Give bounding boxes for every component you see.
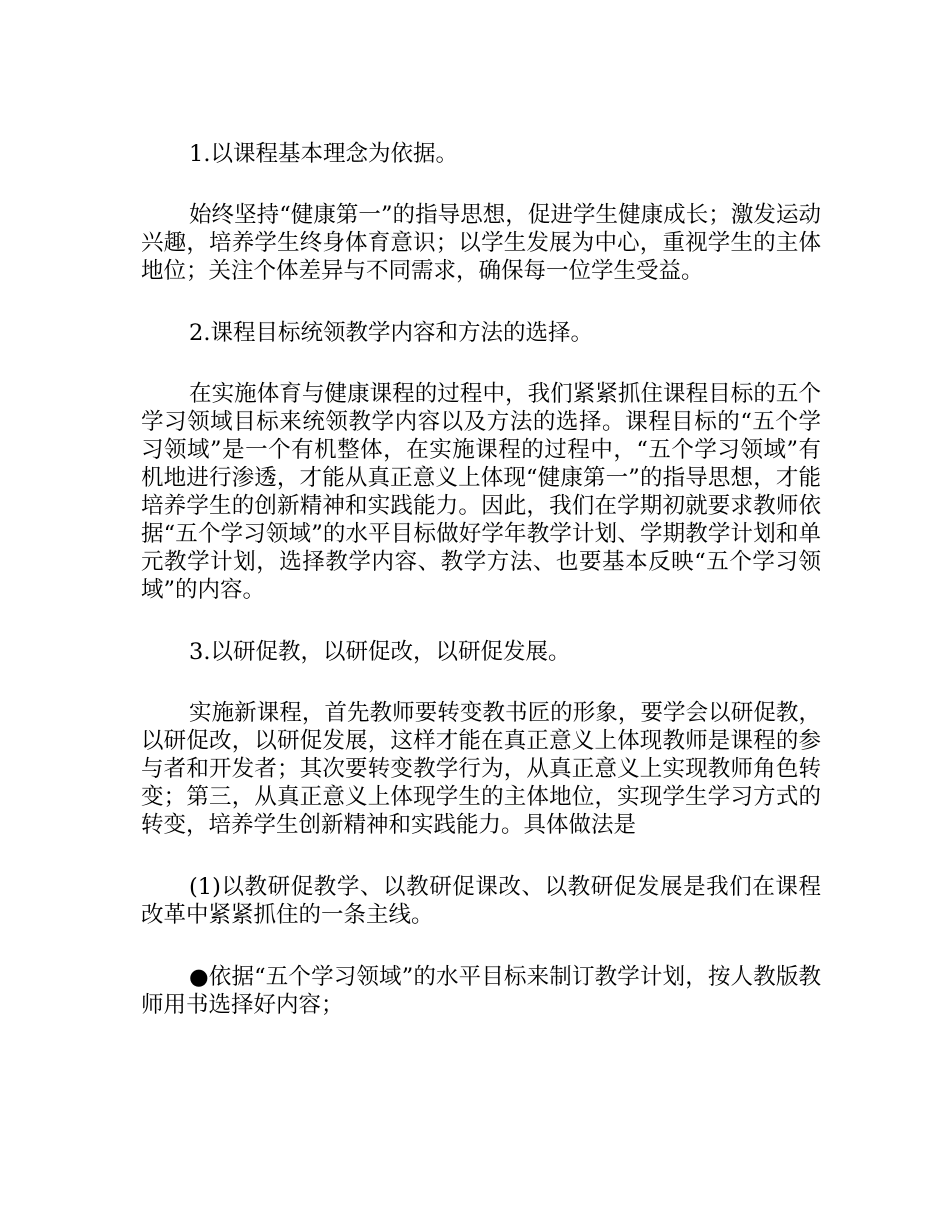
- section-heading-3: 3.以研促教，以研促改，以研促发展。: [189, 639, 571, 665]
- document-body: [141, 140, 821, 1053]
- section-heading-1: 1.以课程基本理念为依据。: [189, 141, 458, 167]
- list-item-1: (1)以教研促教学、以教研促课改、以教研促发展是我们在课程改革中紧紧抓住的一条主线。: [141, 874, 821, 928]
- body-paragraph: 始终坚持“健康第一”的指导思想，促进学生健康成长；激发运动兴趣，培养学生终身体育意识；以学生发展为中心，重视学生的主体地位；关注个体差异与不同需求，确保每一位学生受益。: [141, 202, 821, 284]
- section-heading-2: 2.课程目标统领教学内容和方法的选择。: [189, 320, 593, 346]
- body-paragraph: 实施新课程，首先教师要转变教书匠的形象，要学会以研促教，以研促改，以研促发展，这样才能在真正意义上体现教师是课程的参与者和开发者；其次要转变教学行为，从真正意义上实现教师角色转变；第三，从真正意义上体现学生的主体地位，实现学生学习方式的转变，培养学生创新精神和实践能力。具体做法是: [141, 700, 821, 838]
- body-paragraph: 在实施体育与健康课程的过程中，我们紧紧抓住课程目标的五个学习领域目标来统领教学内容以及方法的选择。课程目标的“五个学习领域”是一个有机整体，在实施课程的过程中，“五个学习领域”有机地进行渗透，才能从真正意义上体现“健康第一”的指导思想，才能培养学生的创新精神和实践能力。因此，我们在学期初就要求教师依据“五个学习领域”的水平目标做好学年教学计划、学期教学计划和单元教学计划，选择教学内容、教学方法、也要基本反映“五个学习领域”的内容。: [141, 381, 821, 603]
- bullet-item: ●依据“五个学习领域”的水平目标来制订教学计划，按人教版教师用书选择好内容；: [141, 964, 821, 1018]
